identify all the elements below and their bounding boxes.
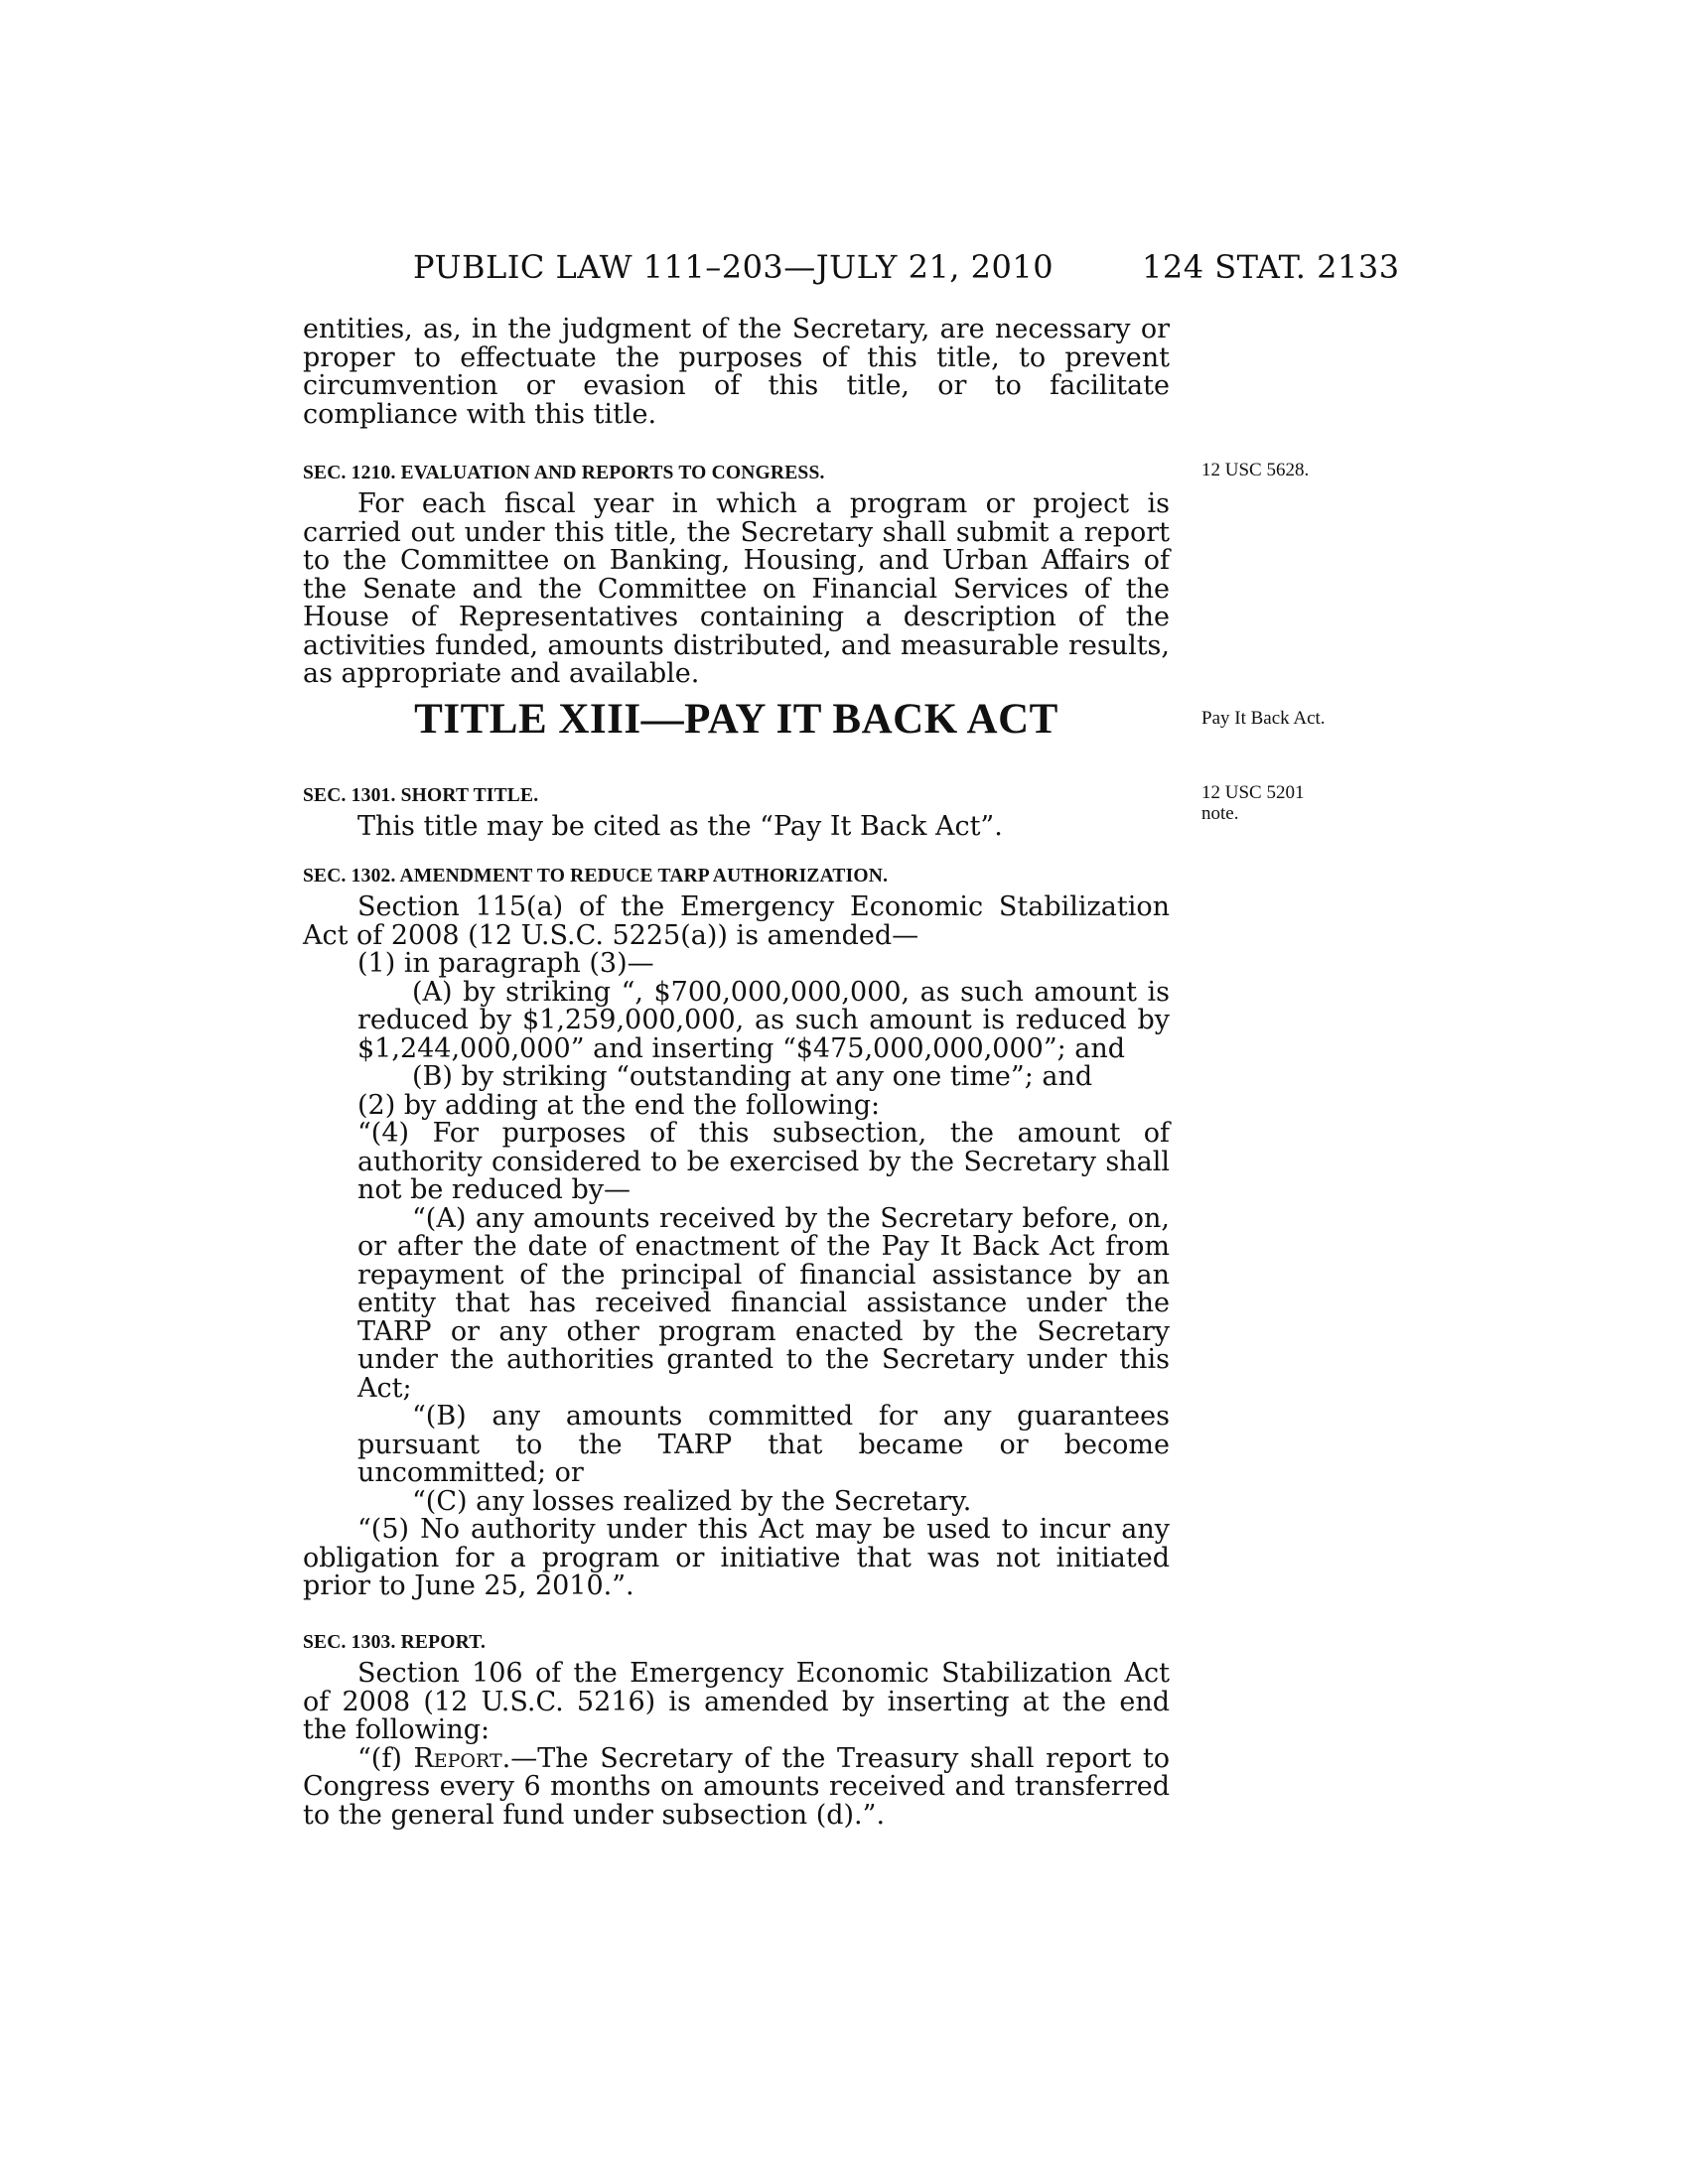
- margin-note-usc-5628: 12 USC 5628.: [1201, 460, 1310, 480]
- section-heading-1303: SEC. 1303. REPORT.: [303, 1632, 487, 1653]
- section-body-1301: [303, 813, 1170, 842]
- running-header: PUBLIC LAW 111–203—JULY 21, 2010: [413, 248, 1055, 286]
- paragraph-1303: Section 106 of the Emergency Economic Stabilization Act of 2008 (12 U.S.C. 5216) is amended by inserting at the end the following:: [303, 1658, 1170, 1745]
- quote-paragraph-5: “(5) No authority under this Act may be used to incur any obligation for a program or initiative that was not initiated prior to June 25, 2010.”.: [303, 1514, 1170, 1601]
- paragraph-1302-intro: Section 115(a) of the Emergency Economic Stabilization Act of 2008 (12 U.S.C. 5225(a)) is amended—: [303, 891, 1170, 951]
- paragraph-1302-item2: (2) by adding at the end the following:: [357, 1089, 881, 1121]
- title-heading: TITLE XIII—PAY IT BACK ACT: [414, 696, 1058, 743]
- paragraph-1302-itemA: (A) by striking “, $700,000,000,000, as such amount is reduced by $1,259,000,000, as such amount is reduced by $1,244,000,000” and inserting “$475,000,000,000”; and: [357, 976, 1170, 1064]
- paragraph-1302-item1: (1) in paragraph (3)—: [357, 948, 654, 979]
- quote-subparagraph-A: “(A) any amounts received by the Secretary before, on, or after the date of enactment of the Pay It Back Act from repayment of the principal of financial assistance by an entity that has received financial assistance under the TARP or any other program enacted by the Secretary under the authorities granted to the Secretary under this Act;: [357, 1202, 1170, 1404]
- paragraph-1302-itemB: (B) by striking “outstanding at any one time”; and: [412, 1061, 1093, 1092]
- text-block-continuation: [303, 316, 1170, 429]
- quote-subparagraph-C: “(C) any losses realized by the Secretary.: [412, 1485, 972, 1517]
- section-heading-1302: SEC. 1302. AMENDMENT TO REDUCE TARP AUTHORIZATION.: [303, 866, 889, 887]
- quote-paragraph-4: [303, 1120, 1170, 1205]
- page-citation: 124 STAT. 2133: [1142, 248, 1400, 286]
- subsection-f-label: Report: [413, 1742, 502, 1774]
- margin-note-short-title: Pay It Back Act.: [1201, 708, 1326, 729]
- continuation-paragraph: entities, as, in the judgment of the Secretary, are necessary or proper to effectuate the purposes of this title, to prevent circumvention or evasion of this title, or to facilitate compliance with this title.: [303, 314, 1170, 430]
- paragraph-1301: This title may be cited as the “Pay It Back Act”.: [357, 811, 1003, 842]
- paragraph-1210: For each fiscal year in which a program or project is carried out under this title, the Secretary shall submit a report to the Committee on Banking, Housing, and Urban Affairs of the Senate and the Committee on Financial Services of the House of Representatives containing a description of the activities funded, amounts distributed, and measurable results, as appropriate and available.: [303, 488, 1170, 689]
- quote-paragraph-4-text: “(4) For purposes of this subsection, the amount of authority considered to be exercised by the Secretary shall not be reduced by—: [357, 1118, 1170, 1205]
- section-heading-1210: SEC. 1210. EVALUATION AND REPORTS TO CONGRESS.: [303, 463, 825, 483]
- section-body-1303: [303, 1660, 1170, 1830]
- section-body-1210: [303, 490, 1170, 689]
- paragraph-1303-f: [303, 1742, 1171, 1831]
- margin-note-usc-5201-line1: 12 USC 5201: [1201, 782, 1305, 803]
- subsection-f-text: .—The Secretary of the Treasury shall report to Congress every 6 months on amounts received and transferred to the general fund under subsection (d).”.: [303, 1742, 1171, 1831]
- margin-note-usc-5201: [1201, 782, 1304, 824]
- subsection-f-prefix: “(f): [357, 1742, 414, 1774]
- quote-subparagraph-B: “(B) any amounts committed for any guarantees pursuant to the TARP that became or become uncommitted; or: [357, 1401, 1170, 1488]
- section-body-1302: [303, 893, 1170, 1601]
- margin-note-usc-5201-line2: note.: [1201, 803, 1239, 824]
- section-heading-1301: SEC. 1301. SHORT TITLE.: [303, 785, 539, 806]
